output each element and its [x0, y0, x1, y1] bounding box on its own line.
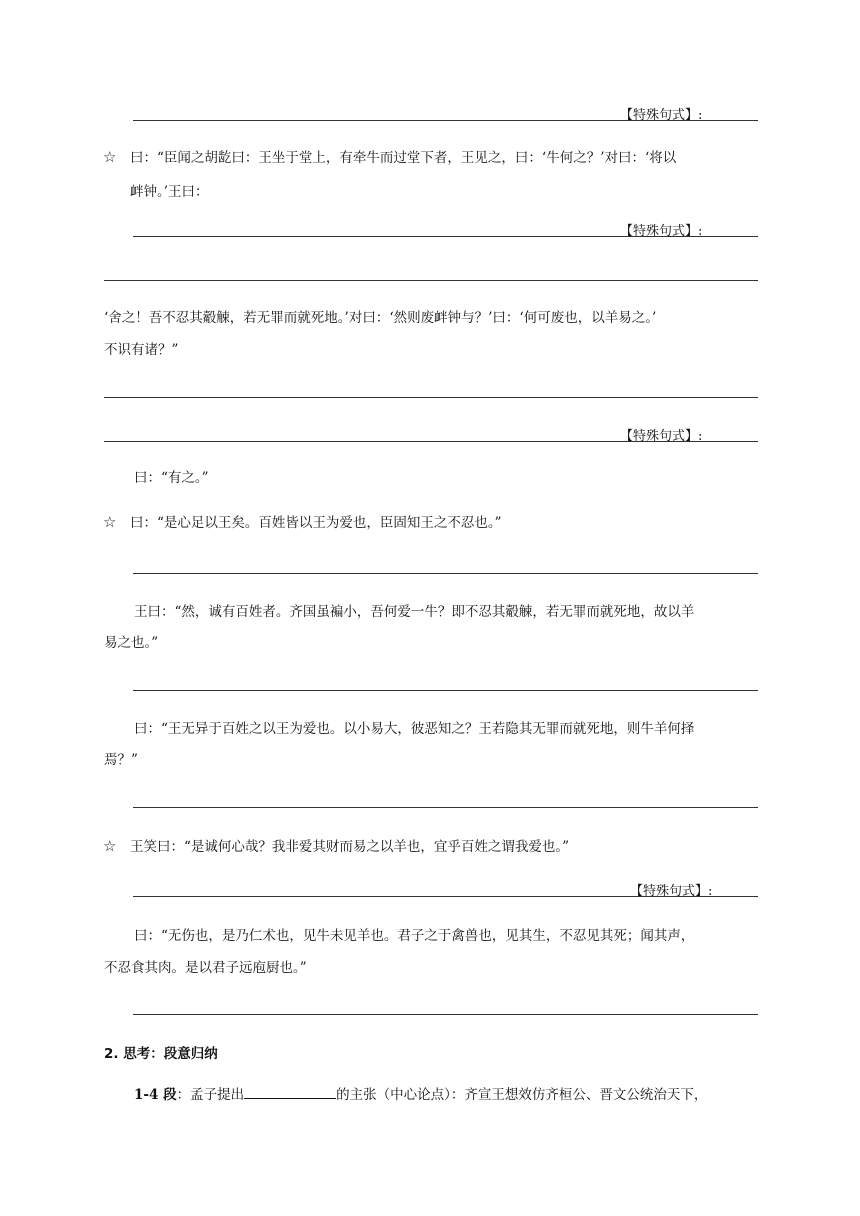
paragraph-text: 易之也。” [104, 635, 159, 651]
special-sentence-label: 【特殊句式】: [630, 884, 713, 899]
star-icon: ☆ [103, 513, 117, 531]
paragraph-text: 曰：“王无异于百姓之以王为爱也。以小易大，彼恶知之？王若隐其无罪而就死地，则牛羊何择 [134, 721, 695, 737]
paragraph-text: 曰：“是心足以王矣。百姓皆以王为爱也，臣固知王之不忍也。” [130, 515, 502, 531]
answer-line [133, 1014, 758, 1015]
answer-line [133, 236, 758, 237]
summary-item-text-before: ：孟子提出 [176, 1087, 245, 1103]
paragraph-text: 王曰：“然，诚有百姓者。齐国虽褊小，吾何爱一牛？即不忍其觳觫，若无罪而就死地，故以羊 [134, 604, 695, 620]
special-sentence-label: 【特殊句式】: [620, 108, 703, 123]
special-sentence-label: 【特殊句式】: [620, 429, 703, 444]
paragraph-text: 曰：“无伤也，是乃仁术也，见牛未见羊也。君子之于禽兽也，见其生，不忍见其死；闻其声， [134, 928, 695, 944]
answer-line [133, 120, 758, 121]
answer-line [104, 397, 758, 398]
summary-item-text-after: 的主张（中心论点）：齐宣王想效仿齐桓公、晋文公统治天下， [336, 1087, 708, 1103]
paragraph-text: 焉？” [104, 752, 138, 768]
special-sentence-label: 【特殊句式】: [620, 224, 703, 239]
paragraph-text: 不忍食其肉。是以君子远庖厨也。” [104, 960, 307, 976]
fill-blank[interactable] [244, 1084, 336, 1099]
paragraph-text: 不识有诸？” [104, 342, 179, 358]
summary-item-label: 1-4 段 [134, 1087, 177, 1103]
paragraph-text: 衅钟。’王曰： [130, 184, 209, 200]
answer-line [104, 441, 758, 442]
star-icon: ☆ [103, 148, 117, 166]
paragraph-text: ‘舍之！吾不忍其觳觫，若无罪而就死地。’对曰：‘然则废衅钟与？’曰：‘何可废也，以羊易之。’ [104, 310, 657, 326]
star-icon: ☆ [103, 837, 117, 855]
answer-line [104, 280, 758, 281]
summary-item [134, 1084, 707, 1106]
answer-line [133, 896, 758, 897]
paragraph-text: 曰：“臣闻之胡龁曰：王坐于堂上，有牵牛而过堂下者，王见之，曰：‘牛何之？’对曰：‘将以 [130, 150, 677, 166]
paragraph-text: 曰：“有之。” [134, 470, 209, 486]
paragraph-text: 王笑曰：“是诚何心哉？我非爱其财而易之以羊也，宜乎百姓之谓我爱也。” [130, 839, 570, 855]
answer-line [133, 807, 758, 808]
section-heading: 2. 思考：段意归纳 [104, 1046, 218, 1062]
answer-line [133, 573, 758, 574]
answer-line [133, 690, 758, 691]
